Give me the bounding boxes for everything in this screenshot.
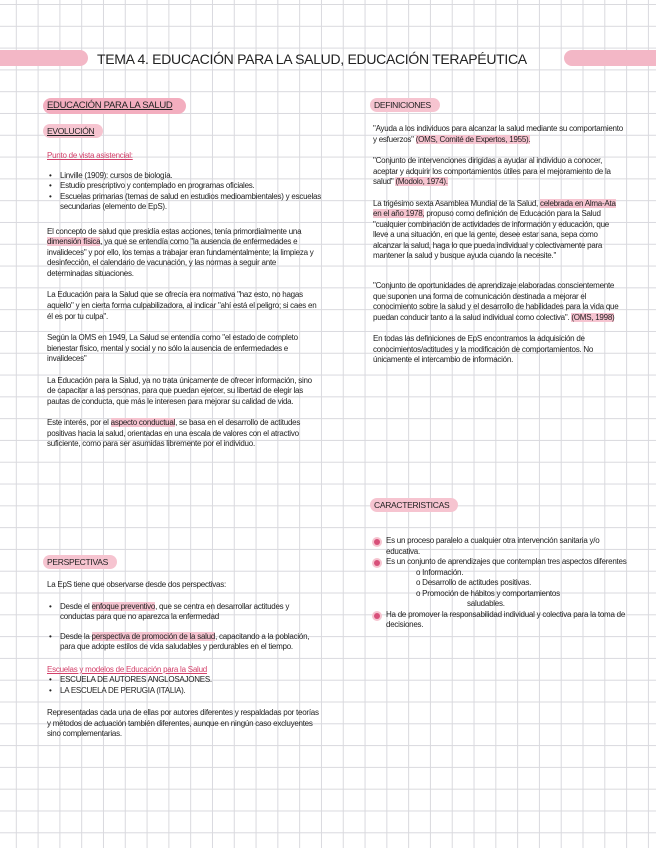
section-title-eps: EDUCACIÓN PARA LA SALUD (43, 98, 186, 114)
list-item: Es un conjunto de aprendizajes que contemplan tres aspectos diferentes (373, 557, 628, 568)
escuelas-title: Escuelas y modelos de Educación para la Salud (47, 664, 207, 674)
perspectivas-block (47, 580, 322, 740)
definicion-3: La trigésimo sexta Asamblea Mundial de la Salud, celebrada en Alma-Ata en el año 1978, propuso como definición de Educación para la Salud "cualquier combinación de actividades de información y educación, que lleve a una situación, en que la gente, desee estar sana, sepa como alcanzar la salud, haga lo que pueda individual y colectivamente para mantener la salud y busque ayuda cuando la necesite." (373, 198, 616, 261)
definicion-5: En todas las definiciones de EpS encontramos la adquisición de conocimientos/actitudes y la modificación de comportamientos. No únicamente el intercambio de información. (373, 334, 594, 365)
list-item: • Desde la perspectiva de promoción de la salud, capacitando a la población, para que adopte estilos de vida saludables y perdurables en el tiempo. (47, 632, 322, 653)
page-title: TEMA 4. EDUCACIÓN PARA LA SALUD, EDUCACIÓN TERAPÉUTICA (97, 51, 527, 67)
caracteristicas-subitem: o Desarrollo de actitudes positivas. (416, 578, 532, 588)
list-item: Ha de promover la responsabilidad individual y colectiva para la toma de decisiones. (373, 610, 628, 631)
perspectivas-intro: La EpS tiene que observarse desde dos perspectivas: (47, 580, 226, 589)
escuelas-closing: Representadas cada una de ellas por autores diferentes y respaldadas por teorías y métodos de actuación también diferentes, aunque en ningún caso excluyentes sino complementarias. (47, 708, 319, 739)
evolucion-paragraph-1: El concepto de salud que presidía estas acciones, tenía primordialmente una dimensión física, ya que se entendía como "la ausencia de enfermedades e invalideces" y por ello, los temas a trabajar eran fundamentalmente; la limpieza y desinfección, el calendario de vacunación, y las normas a seguir ante determinadas situaciones. (47, 226, 314, 278)
list-item: • Desde el enfoque preventivo, que se centra en desarrollar actitudes y conductas para que no aparezca la enfermedad (47, 602, 322, 623)
heading-caracteristicas: CARACTERISTICAS (370, 498, 458, 512)
list-item: • Escuelas primarias (temas de salud en estudios medioambientales) y escuelas secundarias (elemento de EpS). (47, 192, 322, 213)
evolucion-subheading: Punto de vista asistencial: (47, 151, 133, 160)
evolucion-paragraph-2: La Educación para la Salud que se ofrecía era normativa "haz esto, no hagas aquello" y en cierta forma culpabilizadora, al indicar "ahí está el peligro; si caes en él es por tu culpa". (47, 290, 317, 321)
caracteristicas-subitem: o Información. (416, 567, 464, 577)
heading-evolucion: EVOLUCIÓN (43, 124, 103, 138)
caracteristicas-list-last (373, 610, 628, 631)
title-bar-left (0, 50, 88, 66)
title-bar-right (564, 50, 656, 66)
evolucion-block (47, 151, 322, 450)
evolucion-bullets (47, 171, 322, 213)
caracteristicas-subitem-cont: saludables. (467, 599, 505, 609)
perspectivas-bullets (47, 602, 322, 653)
list-item: Es un proceso paralelo a cualquier otra intervención sanitaria y/o educativa. (373, 536, 628, 557)
definicion-4: "Conjunto de oportunidades de aprendizaje elaboradas conscientemente que suponen una forma de comunicación destinada a mejorar el conocimiento sobre la salud y el desarrollo de habilidades para la vida que puedan conducir tanto a la salud individual como colectiva". (OMS, 1998) (373, 281, 619, 322)
list-item: • ESCUELA DE AUTORES ANGLOSAJONES. (47, 675, 322, 686)
list-item: • LA ESCUELA DE PERUGIA (ITALIA). (47, 686, 322, 697)
caracteristicas-subitem: o Promoción de hábitos y comportamientos (416, 588, 560, 598)
evolucion-paragraph-4: La Educación para la Salud, ya no trata únicamente de ofrecer información, sino de capacitar a las personas, para que puedan ejercer, su libertad de elegir las pautas de conducta, que más le interesen para mejorar su calidad de vida. (47, 375, 312, 406)
evolucion-paragraph-5: Este interés, por el aspecto conductual, se basa en el desarrollo de actitudes positivas hacia la salud, orientadas en una escala de valores con el atractivo suficiente, como para ser asumidas libremente por el individuo. (47, 418, 301, 449)
list-item: • Estudio prescriptivo y contemplado en programas oficiales. (47, 181, 322, 192)
caracteristicas-list (373, 536, 628, 568)
list-item: • Linville (1909): cursos de biología. (47, 171, 322, 182)
heading-definiciones: DEFINICIONES (370, 98, 440, 112)
escuelas-list (47, 675, 322, 696)
heading-perspectivas: PERSPECTIVAS (43, 555, 117, 569)
evolucion-paragraph-3: Según la OMS en 1949, La Salud se entendía como "el estado de completo bienestar físico, mental y social y no sólo la ausencia de enfermedades e invalideces" (47, 333, 298, 364)
definicion-1: "Ayuda a los individuos para alcanzar la salud mediante su comportamiento y esfuerzos" (OMS, Comité de Expertos, 1955). (373, 124, 623, 144)
definiciones-block (373, 124, 623, 366)
caracteristicas-block (373, 536, 628, 631)
title-banner (0, 47, 656, 71)
definicion-2: "Conjunto de intervenciones dirigidas a ayudar al individuo a conocer, aceptar y adquirir los comportamientos útiles para el mejoramiento de la salud" (Modolo, 1974). (373, 156, 611, 187)
